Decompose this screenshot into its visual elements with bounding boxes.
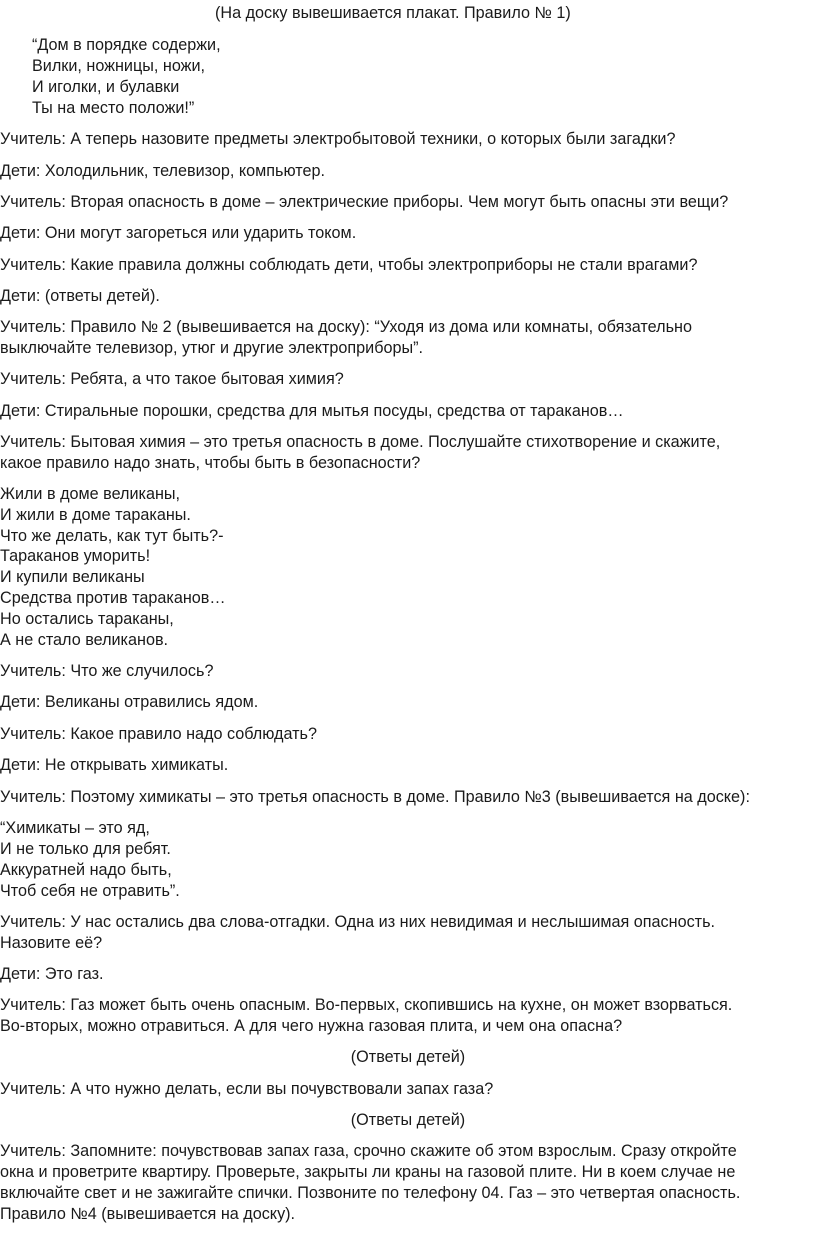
poem-line: Средства против тараканов… [0, 589, 226, 607]
poem-line: Но остались тараканы, [0, 610, 174, 628]
teacher-line: Учитель: Какие правила должны соблюдать дети, чтобы электроприборы не стали врагами? [0, 256, 698, 274]
teacher-line: Учитель: Ребята, а что такое бытовая химия? [0, 370, 344, 388]
children-line: Дети: Холодильник, телевизор, компьютер. [0, 162, 325, 180]
text-line: Учитель: У нас остались два слова-отгадки. Одна из них невидимая и неслышимая опасность. [0, 913, 716, 931]
poem-line: И не только для ребят. [0, 840, 171, 858]
children-answers-note: (Ответы детей) [350, 1111, 466, 1129]
text-line: выключайте телевизор, утюг и другие электроприборы”. [0, 339, 424, 357]
text-line: Учитель: Газ может быть очень опасным. Во-первых, скопившись на кухне, он может взорваться. [0, 996, 733, 1014]
text-line: Учитель: Бытовая химия – это третья опасность в доме. Послушайте стихотворение и скажите, [0, 433, 721, 451]
text-line: Во-вторых, можно отравиться. А для чего нужна газовая плита, и чем она опасна? [0, 1017, 623, 1035]
text-line: Учитель: Запомните: почувствовав запах газа, срочно скажите об этом взрослым. Сразу откройте [0, 1142, 737, 1160]
text-line: какое правило надо знать, чтобы быть в безопасности? [0, 454, 421, 472]
teacher-line: Учитель: Поэтому химикаты – это третья опасность в доме. Правило №3 (вывешивается на доске): [0, 788, 750, 806]
poem-line: Что же делать, как тут быть?- [0, 527, 224, 545]
text-line: включайте свет и не зажигайте спички. Позвоните по телефону 04. Газ – это четвертая опасность. [0, 1184, 741, 1202]
children-answers-note: (Ответы детей) [350, 1048, 466, 1066]
children-line: Дети: Это газ. [0, 965, 104, 983]
poem-line: Вилки, ножницы, ножи, [32, 57, 206, 75]
teacher-line: Учитель: А теперь назовите предметы электробытовой техники, о которых были загадки? [0, 130, 676, 148]
poem-line: А не стало великанов. [0, 631, 169, 649]
teacher-line: Учитель: Что же случилось? [0, 662, 214, 680]
children-line: Дети: Стиральные порошки, средства для мытья посуды, средства от тараканов… [0, 402, 624, 420]
text-line: Назовите её? [0, 934, 103, 952]
poem-line: “Химикаты – это яд, [0, 819, 150, 837]
teacher-line: Учитель: А что нужно делать, если вы почувствовали запах газа? [0, 1080, 494, 1098]
children-line: Дети: Они могут загореться или ударить током. [0, 224, 357, 242]
poem-line: Тараканов уморить! [0, 547, 151, 565]
teacher-line: Учитель: Вторая опасность в доме – электрические приборы. Чем могут быть опасны эти вещи? [0, 193, 729, 211]
poem-line: “Дом в порядке содержи, [32, 36, 221, 54]
poster-note: (На доску вывешивается плакат. Правило № 1) [215, 4, 571, 22]
poem-line: И иголки, и булавки [32, 78, 180, 96]
poem-line: Чтоб себя не отравить”. [0, 882, 180, 900]
poem-line: Ты на место положи!” [32, 99, 195, 117]
poem-line: И жили в доме тараканы. [0, 506, 191, 524]
children-line: Дети: Великаны отравились ядом. [0, 693, 259, 711]
poem-line: Жили в доме великаны, [0, 485, 181, 503]
children-line: Дети: Не открывать химикаты. [0, 756, 229, 774]
text-line: Учитель: Правило № 2 (вывешивается на доску): “Уходя из дома или комнаты, обязательно [0, 318, 692, 336]
teacher-line: Учитель: Какое правило надо соблюдать? [0, 725, 317, 743]
text-line: Правило №4 (вывешивается на доску). [0, 1205, 296, 1223]
text-line: окна и проветрите квартиру. Проверьте, закрыты ли краны на газовой плите. Ни в коем случае не [0, 1163, 736, 1181]
children-line: Дети: (ответы детей). [0, 287, 160, 305]
poem-line: Аккуратней надо быть, [0, 861, 172, 879]
poem-line: И купили великаны [0, 568, 145, 586]
